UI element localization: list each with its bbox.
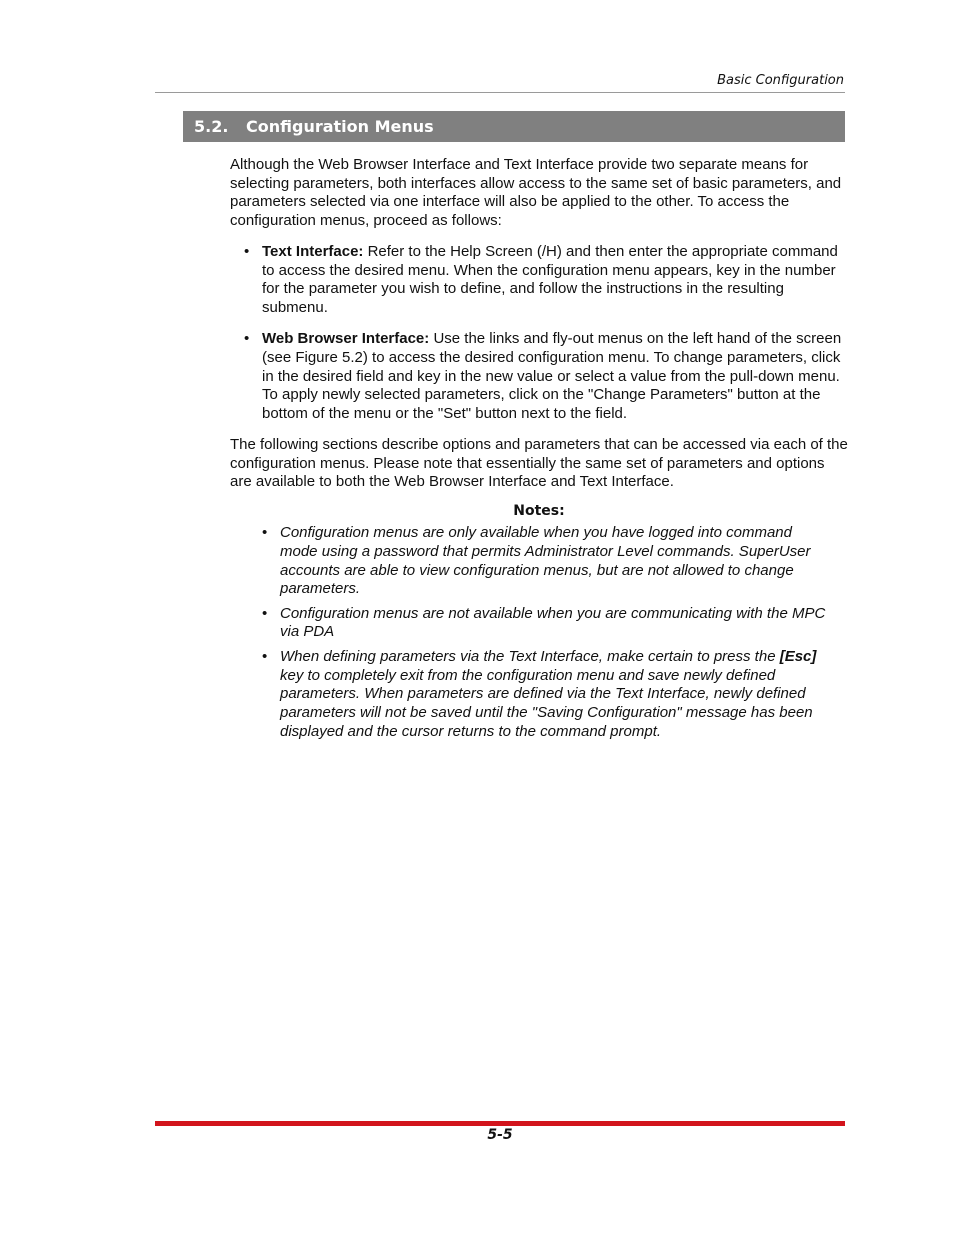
- page-number: 5-5: [487, 1127, 513, 1143]
- header-divider: [155, 92, 845, 93]
- bullet-term: Web Browser Interface:: [262, 330, 430, 348]
- bullet-text: Refer to the Help Screen (/H) and then enter the appropriate command to access the desired menu. When the configuration menu appears, key in the number for the parameter you wish to define, and follow the instructions in the resulting submenu.: [262, 243, 838, 316]
- bullet-text-interface: [244, 243, 848, 317]
- closing-paragraph: The following sections describe options and parameters that can be accessed via each of the configuration menus. Please note that essentially the same set of parameters and options are available to both the Web Browser Interface and Text Interface.: [230, 436, 848, 491]
- section-number: 5.2.: [194, 117, 229, 136]
- interface-bullet-list: [244, 243, 848, 436]
- note-item: • Configuration menus are not available when you are communicating with the MPC via PDA: [262, 605, 830, 643]
- note-item: • Configuration menus are only available when you have logged into command mode using a password that permits Administrator Level commands. SuperUser accounts are able to view configuration menus, but are not allowed to change parameters.: [262, 524, 830, 599]
- footer-divider: [155, 1121, 845, 1126]
- intro-paragraph: Although the Web Browser Interface and Text Interface provide two separate means for selecting parameters, both interfaces allow access to the same set of basic parameters, and parameters selected via one interface will also be applied to the other. To access the configuration menus, proceed as follows:: [230, 156, 842, 229]
- section-title: Configuration Menus: [246, 117, 434, 136]
- note-item-esc: [262, 648, 830, 742]
- esc-key-label: [Esc]: [779, 647, 817, 665]
- bullet-term: Text Interface:: [262, 243, 364, 260]
- note-text: When defining parameters via the Text Interface, make certain to press the: [280, 647, 780, 665]
- running-header: Basic Configuration: [717, 73, 844, 88]
- notes-title: Notes:: [513, 503, 565, 519]
- section-heading: [183, 111, 845, 142]
- notes-list: [262, 524, 830, 747]
- note-text: key to completely exit from the configuration menu and save newly defined parameters. When parameters are defined via the Text Interface, newly defined parameters will not be saved until the "Saving Configuration" message has been displayed and the cursor returns to the command prompt.: [280, 666, 813, 740]
- bullet-web-browser-interface: [244, 330, 848, 423]
- bullet-text: Use the links and fly-out menus on the left hand of the screen (see Figure 5.2) to access the desired configuration menu. To change parameters, click in the desired field and key in the new value or select a value from the pull-down menu. To apply newly selected parameters, click on the "Change Parameters" button at the bottom of the menu or the "Set" button next to the field.: [262, 330, 842, 422]
